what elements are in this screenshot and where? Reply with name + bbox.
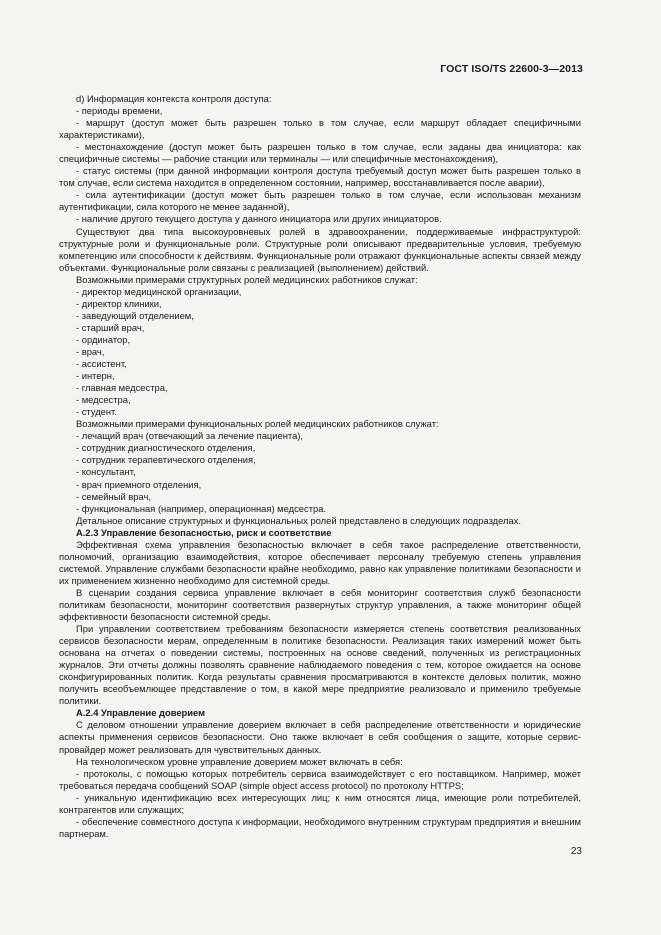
list-item: - заведующий отделением, xyxy=(76,309,194,321)
subsection-heading: A.2.3 Управление безопасностью, риск и соответствие xyxy=(76,526,332,538)
list-item: - сотрудник диагностического отделения, xyxy=(76,442,256,454)
list-item: - старший врач, xyxy=(76,321,145,333)
list-item: - семейный врач, xyxy=(76,490,151,502)
paragraph: Существуют два типа высокоуровневых ролей в здравоохранении, поддерживаемые инфраструктурой: структурные роли и функциональные роли. Структурные роли описывают предварительные условия, требуемую компетенцию или способности к действиям. Функциональные роли отражают функциональные аспекты связей между объектами. Функциональные роли связаны с реализацией (выполнением) действий. xyxy=(59,225,581,273)
paragraph: d) Информация контекста контроля доступа: xyxy=(76,93,272,104)
subsection-heading: A.2.4 Управление доверием xyxy=(76,707,206,719)
list-item: - студент. xyxy=(76,406,117,418)
list-item: - сотрудник терапевтического отделения, xyxy=(76,454,256,466)
paragraph: В сценарии создания сервиса управление включает в себя мониторинг соответствия служб безопасности политикам безопасности, мониторинг соответствия развернутых структур управления, а также мониторинг общей эффективности безопасности системной среды. xyxy=(59,586,581,623)
list-item: - маршрут (доступ может быть разрешен только в том случае, если маршрут обладает специфичными характеристиками), xyxy=(59,117,581,141)
paragraph: С деловом отношении управление доверием включает в себя распределение ответственности и юридические аспекты применения сервисов безопасности. Оно также включает в себя сообщения о защите, которые сервис-провайдер может реализовать для чувствительных данных. xyxy=(59,719,581,755)
list-item: - статус системы (при данной информации контроля доступа требуемый доступ может быть разрешен только в том случае, если система находится в определенном состоянии, например, восстанавливается после аварии), xyxy=(59,165,581,189)
list-item: - уникальную идентификацию всех интересующих лиц; к ним относятся лица, имеющие роли потребителей, контрагентов или служащих; xyxy=(59,791,581,815)
paragraph: Возможными примерами функциональных ролей медицинских работников служат: xyxy=(76,418,439,430)
list-item: - периоды времени, xyxy=(76,105,163,117)
list-item: - обеспечение совместного доступа к информации, необходимого внутренним структурам предприятия и внешним партнерам. xyxy=(59,815,581,839)
body-text xyxy=(59,93,581,840)
list-item: - сила аутентификации (доступ может быть разрешен только в том случае, если использован механизм аутентификации, сила которого не менее заданной), xyxy=(59,189,581,213)
list-item: - протоколы, с помощью которых потребитель сервиса взаимодействует с его поставщиком. Например, может требоваться передача сообщений SOAP (simple object access protocol) по протоколу HTTPS; xyxy=(59,767,581,791)
list-item: - ординатор, xyxy=(76,333,131,345)
list-item: - лечащий врач (отвечающий за лечение пациента), xyxy=(76,430,304,442)
document-code: ГОСТ ISO/TS 22600-3—2013 xyxy=(440,63,583,75)
page-number: 23 xyxy=(570,846,582,857)
paragraph: Возможными примерами структурных ролей медицинских работников служат: xyxy=(76,273,418,285)
list-item: - местонахождение (доступ может быть разрешен только в том случае, если заданы два инициатора: как специфичные системы — рабочие станции или терминалы — или специфичные местонахождения), xyxy=(59,141,581,165)
list-item: - директор медицинской организации, xyxy=(76,285,242,297)
list-item: - медсестра, xyxy=(76,394,131,406)
list-item: - интерн, xyxy=(76,370,115,382)
paragraph: Детальное описание структурных и функциональных ролей представлено в следующих подразделах. xyxy=(76,514,522,526)
paragraph: При управлении соответствием требованиям безопасности измеряется степень соответствия реализованных сервисов безопасности мерам, определенным в политике безопасности. Реализация таких измерений может быть основана на отчетах о поведении системы, построенных на основе сведений, полученных из регистрационных журналов. Эти отчеты должны позволять сравнение наблюдаемого поведения с тем, которое ожидается на основе сконфигурированных политик. Когда результаты сравнения просматриваются в контексте деловых политик, можно получить всеобъемлющее представление о том, в какой мере предприятие реализовало и применило требуемые политики. xyxy=(59,623,581,707)
list-item: - директор клиники, xyxy=(76,297,162,309)
list-item: - наличие другого текущего доступа у данного инициатора или других инициаторов. xyxy=(76,213,442,225)
list-item: - врач, xyxy=(76,345,105,357)
list-item: - консультант, xyxy=(76,466,136,478)
list-item: - врач приемного отделения, xyxy=(76,478,202,490)
list-item: - главная медсестра, xyxy=(76,382,168,394)
paragraph: На технологическом уровне управление доверием может включать в себя: xyxy=(76,755,403,767)
paragraph: Эффективная схема управления безопасностью включает в себя такое распределение ответственности, полномочий, организацию взаимодействия, которое обеспечивает персоналу требуемую степень управления системой. Управление службами безопасности крайне необходимо, равно как управление политиками безопасности и их применением жизненно необходимо для системной среды. xyxy=(59,538,581,586)
list-item: - ассистент, xyxy=(76,358,127,370)
list-item: - функциональная (например, операционная) медсестра. xyxy=(76,502,327,514)
